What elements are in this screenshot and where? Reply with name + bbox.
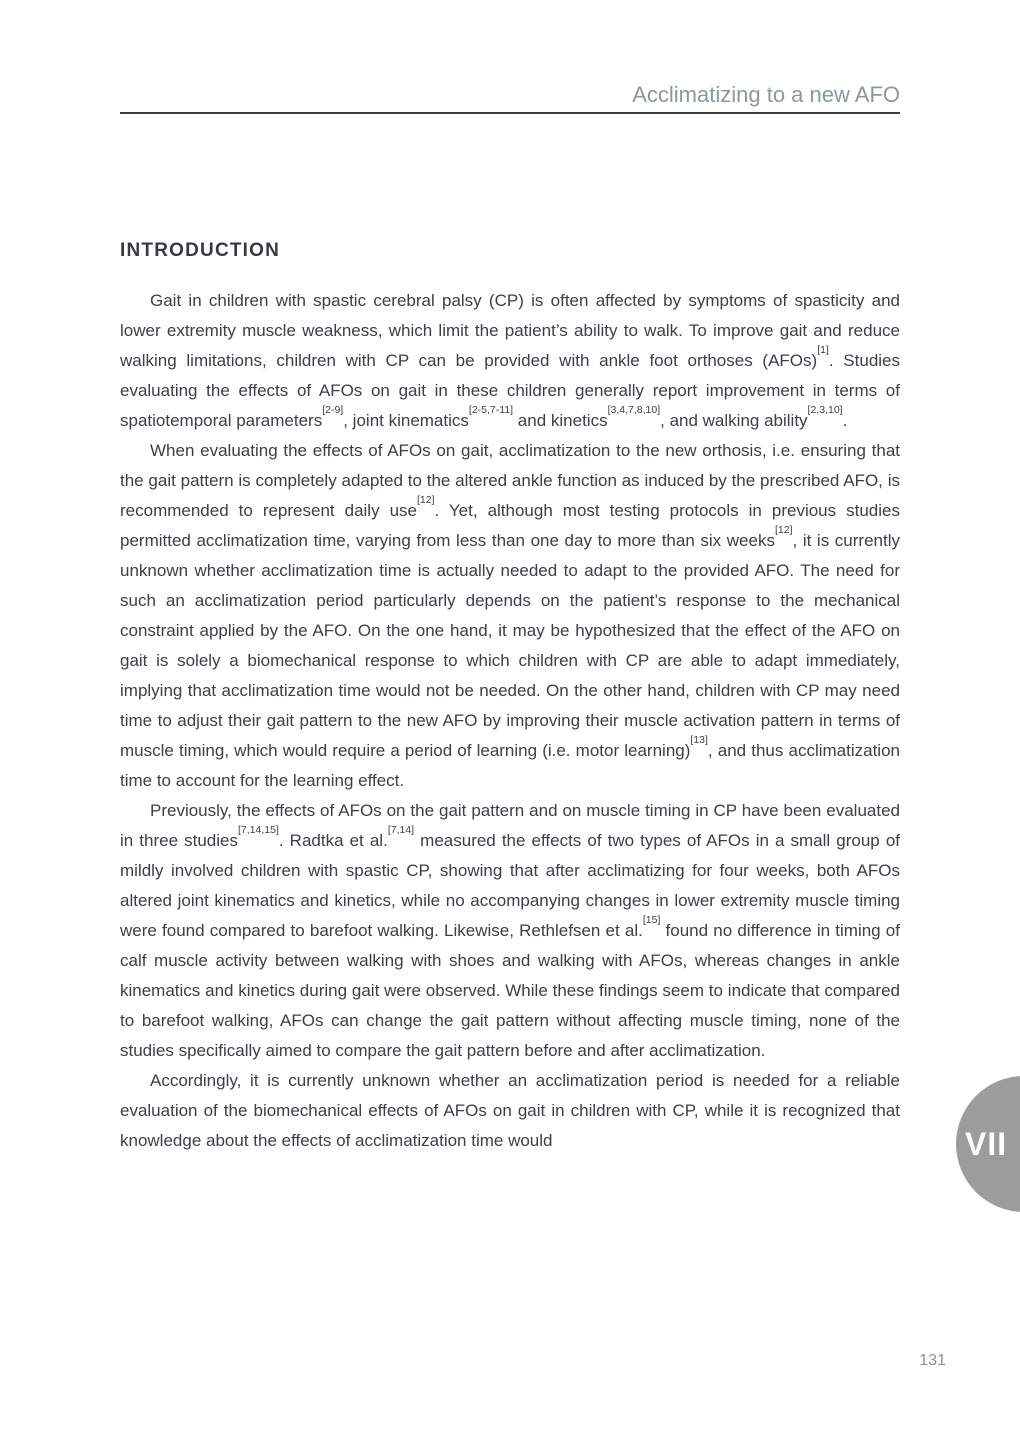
header-rule: [120, 112, 900, 114]
citation-superscript: [2-9]: [322, 404, 344, 417]
citation-superscript: [2,3,10]: [807, 404, 843, 417]
chapter-label: VII: [965, 1125, 1008, 1162]
paragraph: When evaluating the effects of AFOs on gait, acclimatization to the new orthosis, i.e. ensuring that the gait pattern is completely adapted to the altered ankle function as induced by the prescribed AFO, is recommended to represent daily use[12]. Yet, although most testing protocols in previous studies permitted acclimatization time, varying from less than one day to more than six weeks[12], it is currently unknown whether acclimatization time is actually needed to adapt to the provided AFO. The need for such an acclimatization period particularly depends on the patient’s response to the mechanical constraint applied by the AFO. On the one hand, it may be hypothesized that the effect of the AFO on gait is solely a biomechanical response to which children with CP are able to adapt immediately, implying that acclimatization time would not be needed. On the other hand, children with CP may need time to adjust their gait pattern to the new AFO by improving their muscle activation pattern in terms of muscle timing, which would require a period of learning (i.e. motor learning)[13], and thus acclimatization time to account for the learning effect.: [120, 441, 900, 790]
section-title: INTRODUCTION: [120, 240, 281, 261]
content: [120, 240, 900, 1156]
citation-superscript: [13]: [690, 734, 708, 747]
paragraph: Gait in children with spastic cerebral palsy (CP) is often affected by symptoms of spasticity and lower extremity muscle weakness, which limit the patient’s ability to walk. To improve gait and reduce walking limitations, children with CP can be provided with ankle foot orthoses (AFOs)[1]. Studies evaluating the effects of AFOs on gait in these children generally report improvement in terms of spatiotemporal parameters[2-9], joint kinematics[2-5,7-11] and kinetics[3,4,7,8,10], and walking ability[2,3,10].: [120, 291, 900, 430]
citation-superscript: [7,14]: [387, 824, 415, 837]
citation-superscript: [12]: [774, 524, 793, 537]
citation-superscript: [3,4,7,8,10]: [607, 404, 661, 417]
citation-superscript: [15]: [642, 914, 661, 927]
citation-superscript: [7,14,15]: [238, 824, 279, 837]
page-number: 131: [919, 1352, 946, 1369]
citation-superscript: [1]: [817, 344, 829, 357]
paragraph: Previously, the effects of AFOs on the gait pattern and on muscle timing in CP have been evaluated in three studies[7,14,15]. Radtka et al.[7,14] measured the effects of two types of AFOs in a small group of mildly involved children with spastic CP, showing that after acclimatizing for four weeks, both AFOs altered joint kinematics and kinetics, while no accompanying changes in lower extremity muscle timing were found compared to barefoot walking. Likewise, Rethlefsen et al.[15] found no difference in timing of calf muscle activity between walking with shoes and walking with AFOs, whereas changes in ankle kinematics and kinetics during gait were observed. While these findings seem to indicate that compared to barefoot walking, AFOs can change the gait pattern without affecting muscle timing, none of the studies specifically aimed to compare the gait pattern before and after acclimatization.: [120, 801, 900, 1060]
citation-superscript: [2-5,7-11]: [468, 404, 514, 417]
chapter-tab: [956, 1076, 1020, 1212]
citation-superscript: [12]: [416, 494, 435, 507]
running-header: Acclimatizing to a new AFO: [632, 82, 900, 107]
paragraphs: [120, 286, 900, 1156]
paragraph: Accordingly, it is currently unknown whether an acclimatization period is needed for a reliable evaluation of the biomechanical effects of AFOs on gait in children with CP, while it is recognized that knowledge about the effects of acclimatization time would: [120, 1071, 900, 1150]
